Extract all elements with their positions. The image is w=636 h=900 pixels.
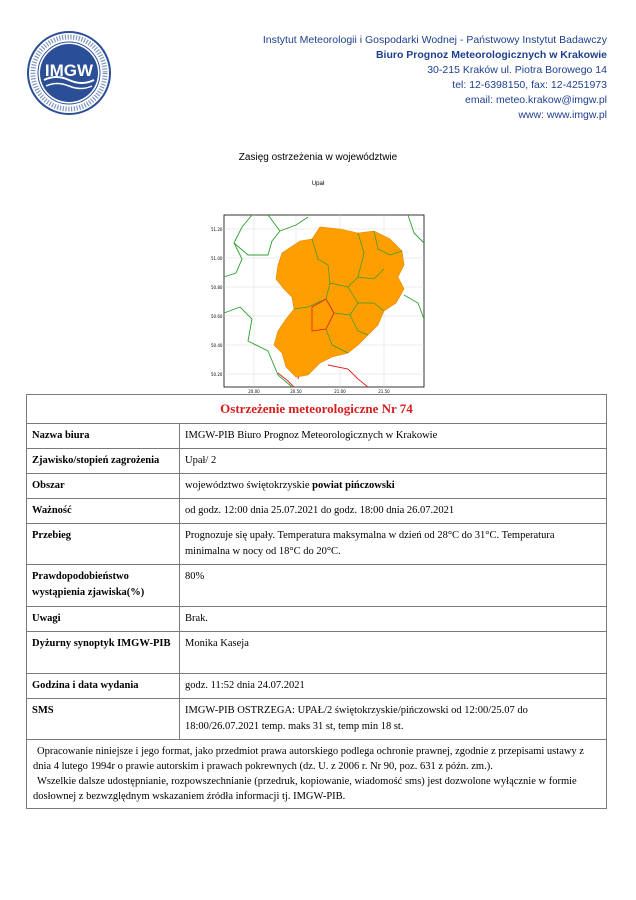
row-value: Prognozuje się upały. Temperatura maksymalna w dzień od 28°C do 31°C. Temperatura minimalna w nocy od 18°C do 20°C. [185, 530, 555, 557]
table-row [27, 423, 606, 448]
area-voivodeship: województwo świętokrzyskie [185, 480, 310, 491]
row-value: 80% [185, 571, 205, 582]
warning-map [208, 203, 432, 395]
distribution-text: Wszelkie dalsze udostępnianie, rozpowszechnianie (przedruk, kopiowanie, wiadomość sms) jest dozwolone wyłącznie w formie dosłownej z bezwzględnym wskazaniem źródła informacji tj. IMGW-PIB. [33, 776, 577, 802]
row-label: Zjawisko/stopień zagrożenia [27, 449, 180, 473]
office-header [187, 33, 607, 123]
table-row [27, 523, 606, 564]
lat-label: 50.20 [211, 372, 223, 377]
office-email: email: meteo.krakow@imgw.pl [465, 94, 607, 106]
imgw-logo [26, 30, 112, 116]
row-value: IMGW-PIB OSTRZEGA: UPAŁ/2 świętokrzyskie/pińczowski od 12:00/25.07 do 18:00/26.07.2021 temp. maks 31 st, temp min 18 st. [185, 705, 528, 732]
lat-label: 50.80 [211, 285, 223, 290]
warning-table [26, 394, 607, 809]
row-value: od godz. 12:00 dnia 25.07.2021 do godz. 18:00 dnia 26.07.2021 [185, 505, 455, 516]
institute-name: Instytut Meteorologii i Gospodarki Wodnej - Państwowy Instytut Badawczy [262, 34, 607, 46]
table-row [27, 673, 606, 698]
lat-label: 50.60 [211, 314, 223, 319]
table-row [27, 473, 606, 498]
table-row [27, 498, 606, 523]
table-row [27, 631, 606, 673]
lat-label: 50.40 [211, 343, 223, 348]
area-county: powiat pińczowski [312, 480, 395, 491]
lon-label: 21.00 [334, 389, 346, 394]
copyright-notice [27, 739, 606, 808]
office-phone: tel: 12-6398150, fax: 12-4251973 [452, 79, 607, 91]
row-label: SMS [27, 699, 180, 739]
warning-title: Ostrzeżenie meteorologiczne Nr 74 [220, 401, 413, 416]
row-value: godz. 11:52 dnia 24.07.2021 [185, 680, 305, 691]
lat-label: 51.20 [211, 227, 223, 232]
table-row [27, 698, 606, 739]
row-label: Nazwa biura [27, 424, 180, 448]
lon-label: 20.00 [248, 389, 260, 394]
row-value: IMGW-PIB Biuro Prognoz Meteorologicznych w Krakowie [185, 430, 438, 441]
map-caption: Zasięg ostrzeżenia w województwie [238, 152, 398, 163]
table-row [27, 448, 606, 473]
lon-label: 21.50 [378, 389, 390, 394]
office-name: Biuro Prognoz Meteorologicznych w Krakowie [375, 49, 607, 61]
row-label: Godzina i data wydania [27, 674, 180, 698]
row-label: Dyżurny synoptyk IMGW-PIB [27, 632, 180, 673]
row-label: Prawdopodobieństwo wystąpienia zjawiska(%) [27, 565, 180, 606]
row-label: Uwagi [27, 607, 180, 631]
row-value: Monika Kaseja [185, 638, 249, 649]
copyright-text: Opracowanie niniejsze i jego format, jako przedmiot prawa autorskiego podlega ochronie prawnej, zgodnie z przepisami ustawy z dnia 4 lutego 1994r o prawie autorskim i prawach pokrewnych (dz. U. z 2006 r. Nr 90, poz. 631 z późn. zm.). [33, 746, 584, 772]
table-row [27, 564, 606, 606]
row-value: Upał/ 2 [185, 455, 217, 466]
office-address: 30-215 Kraków ul. Piotra Borowego 14 [427, 64, 607, 76]
row-value [180, 474, 606, 498]
row-label: Przebieg [27, 524, 180, 564]
warning-title-row [27, 395, 606, 423]
lat-label: 51.00 [211, 256, 223, 261]
row-label: Ważność [27, 499, 180, 523]
map-title: Upał [311, 181, 325, 187]
row-label: Obszar [27, 474, 180, 498]
office-www: www: www.imgw.pl [518, 109, 607, 121]
table-row [27, 606, 606, 631]
logo-text: IMGW [44, 61, 94, 80]
lon-label: 20.50 [290, 389, 302, 394]
row-value: Brak. [185, 613, 209, 624]
